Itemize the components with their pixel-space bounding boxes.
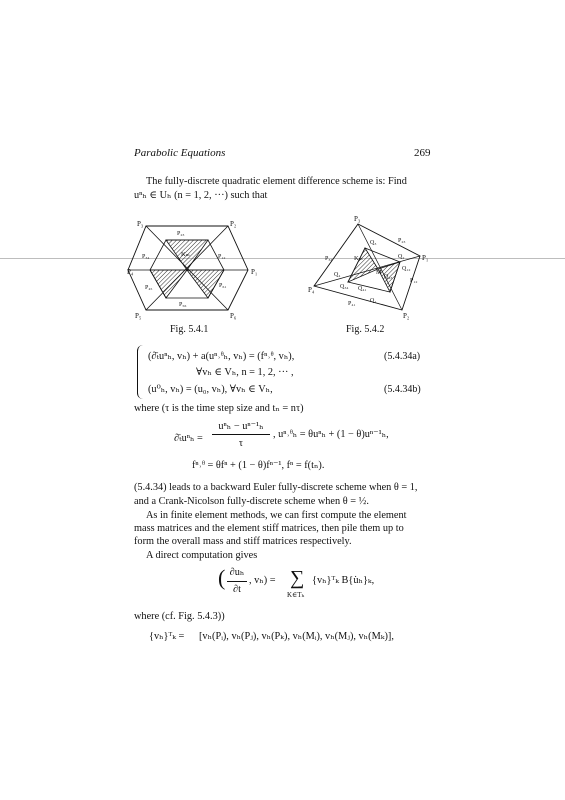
formula-tail: , vₕ) = (249, 575, 276, 586)
equation-row-1: (∂̄ₜuⁿₕ, vₕ) + a(uⁿ˒ᶿₕ, vₕ) = (fⁿ˒ᶿ, vₕ), (148, 351, 295, 362)
fig1-label-p1: P₁ (251, 268, 258, 276)
def-fraction-bar (212, 434, 270, 435)
formula-denominator: ∂t (233, 584, 241, 595)
fig1-label-p2: P₂ (230, 220, 237, 228)
formula-sum-subscript: K∈Tₕ (287, 591, 305, 599)
page-number: 269 (414, 147, 431, 159)
fig2-label-q2: Q₂ (398, 254, 405, 260)
last-rhs: [vₕ(Pᵢ), vₕ(Pⱼ), vₕ(Pₖ), vₕ(Mᵢ), vₕ(Mⱼ), vₕ(Mₖ)], (199, 631, 394, 642)
fig2-label-q12: Q₁₂ (402, 266, 411, 272)
fig1-label-p23: P₂₃ (177, 231, 185, 237)
fig2-label-p1: P₁ (422, 254, 429, 262)
fig2-label-p4: P₄ (308, 286, 315, 294)
def-f-line: fⁿ˒ᶿ = θfⁿ + (1 − θ)fⁿ⁻¹, fⁿ = f(tₙ). (192, 460, 325, 471)
fig2-label-q3: Q₃ (370, 240, 377, 246)
equation-number-a: (5.4.34a) (384, 351, 421, 362)
def-rhs: , uⁿ˒ᶿₕ = θuⁿₕ + (1 − θ)uⁿ⁻¹ₕ, (273, 429, 389, 440)
para-line-2: and a Crank-Nicolson fully-discrete scheme when θ = ½. (134, 496, 369, 507)
fig2-label-q34: Q₃₄ (340, 284, 349, 290)
fig1-caption: Fig. 5.4.1 (170, 324, 209, 335)
intro-line-1: The fully-discrete quadratic element difference scheme is: Find (146, 176, 407, 187)
formula-numerator: ∂uₕ (229, 567, 245, 578)
fig2-label-p2: P₂ (403, 312, 410, 320)
para-line-6: A direct computation gives (146, 550, 258, 561)
fig2-label-q23: Q₂₃ (384, 274, 393, 280)
para-line-5: form the overall mass and stiff matrices respectively. (134, 536, 352, 547)
fig2-label-p23: P₂₃ (398, 238, 406, 244)
equation-number-b: (5.4.34b) (384, 384, 421, 395)
formula-body: {vₕ}ᵀₖ B{u̇ₕ}ₖ, (312, 575, 375, 586)
figure-5-4-2 (310, 212, 438, 320)
formula-sum-sign: ∑ (290, 567, 305, 589)
fig1-label-p12: P₁₂ (218, 254, 226, 260)
fig2-label-p34: P₃₄ (325, 256, 333, 262)
formula-fraction-bar (227, 581, 247, 582)
fig2-label-q41: Q₄₁ (358, 286, 367, 292)
para-line-4: mass matrices and the element stiff matrices, then pile them up to (134, 523, 404, 534)
fig1-label-p61: P₆₁ (219, 283, 227, 289)
last-lhs: {vₕ}ᵀₖ = (149, 631, 185, 642)
where-line-2: where (cf. Fig. 5.4.3)) (134, 611, 225, 622)
fig2-label-q4: Q₄ (334, 272, 341, 278)
fig2-label-p41: P₄₁ (348, 301, 356, 307)
fig1-label-km: Kₘ (181, 251, 190, 258)
equation-row-2: ∀vₕ ∈ Vₕ, n = 1, 2, ··· , (196, 367, 294, 378)
equation-brace (137, 345, 145, 399)
fig2-label-p3: P₃ (354, 215, 361, 223)
fig2-caption: Fig. 5.4.2 (346, 324, 385, 335)
para-line-3: As in finite element methods, we can first compute the element (146, 510, 407, 521)
scan-line (0, 258, 565, 259)
fig1-label-p56: P₅₆ (179, 302, 187, 308)
fig2-label-km: Kₘ (354, 255, 363, 262)
fig1-label-p6: P₆ (230, 312, 237, 320)
running-title: Parabolic Equations (134, 147, 226, 159)
def-denominator: τ (238, 438, 244, 449)
intro-line-2: uⁿₕ ∈ Uₕ (n = 1, 2, ···) such that (134, 190, 268, 201)
fig2-label-m: M (376, 269, 382, 276)
fig1-label-p3: P₃ (137, 220, 144, 228)
fig1-label-p4: P₄ (127, 268, 134, 276)
def-numerator: uⁿₕ − uⁿ⁻¹ₕ (218, 421, 264, 432)
where-line-1: where (τ is the time step size and tₙ = nτ) (134, 403, 304, 414)
formula-open-paren: ( (218, 565, 226, 590)
fig2-label-p12: P₁₂ (410, 278, 418, 284)
figure-5-4-1 (128, 212, 268, 320)
fig1-label-p34: P₃₄ (142, 254, 150, 260)
fig1-label-p5: P₅ (135, 312, 142, 320)
def-lhs: ∂̄ₜuⁿₕ = (174, 433, 203, 444)
fig2-label-q1: Q₁ (370, 298, 377, 304)
equation-row-3: (u⁰ₕ, vₕ) = (u₀, vₕ), ∀vₕ ∈ Vₕ, (148, 384, 273, 395)
para-line-1: (5.4.34) leads to a backward Euler fully-discrete scheme when θ = 1, (134, 482, 418, 493)
fig1-label-p45: P₄₅ (145, 285, 153, 291)
